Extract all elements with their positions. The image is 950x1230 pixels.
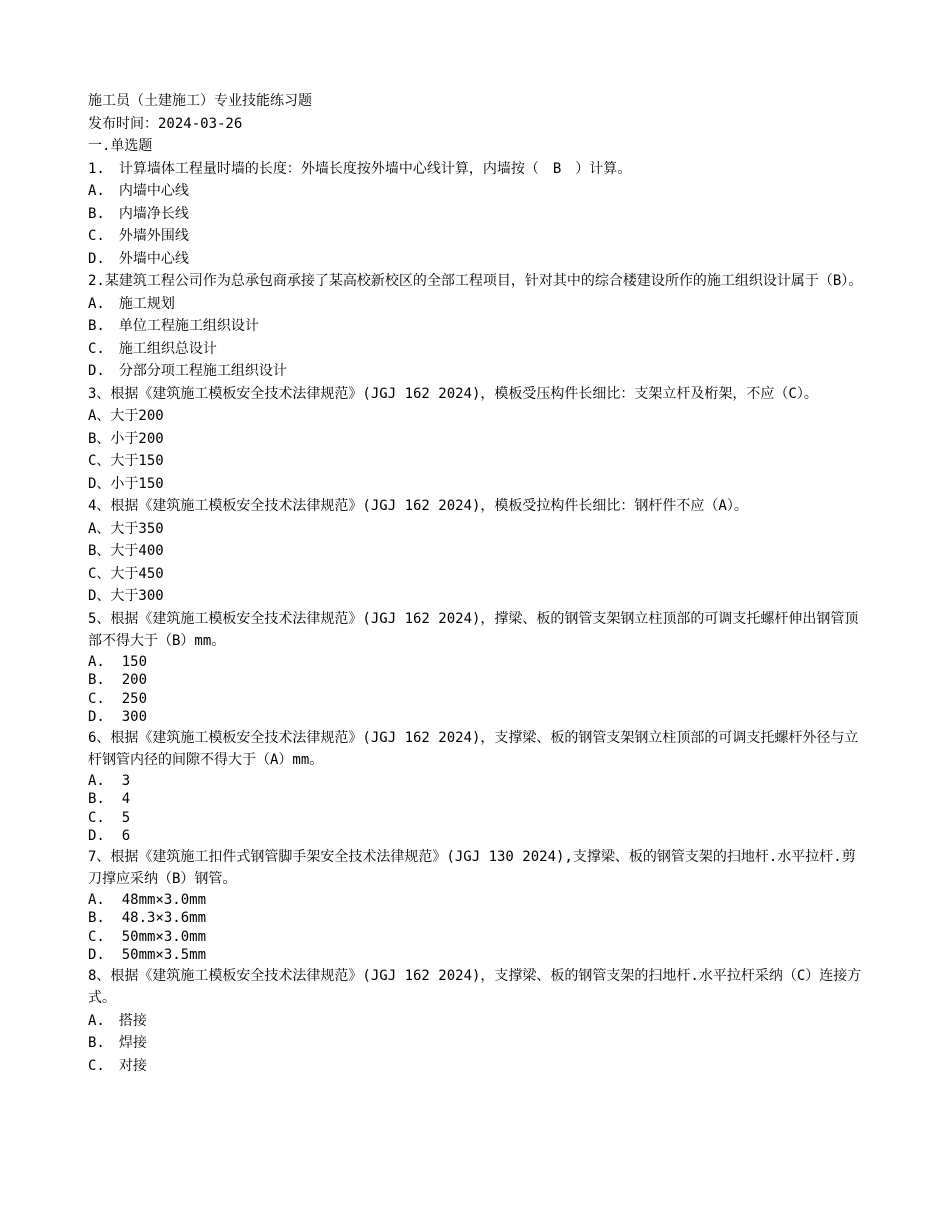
option-a: A. 48mm×3.0mm <box>88 891 207 908</box>
option-b: B、大于400 <box>88 543 164 559</box>
publish-date: 发布时间：2024-03-26 <box>88 115 243 132</box>
option-c: C. 5 <box>88 809 131 826</box>
question-stem: 4、根据《建筑施工模板安全技术法律规范》(JGJ 162 2024)，模板受拉构件长细比：钢杆件不应（A）。 <box>88 498 748 514</box>
question-stem: 1. 计算墙体工程量时墙的长度：外墙长度按外墙中心线计算，内墙按（ B ）计算。 <box>88 160 632 177</box>
option-c: C、大于150 <box>88 453 164 469</box>
option-a: A. 150 <box>88 653 148 670</box>
question-stem: 8、根据《建筑施工模板安全技术法律规范》(JGJ 162 2024)，支撑梁、板的钢管支架的扫地杆.水平拉杆采纳（C）连接方式。 <box>88 967 862 1006</box>
question-1 <box>88 158 863 271</box>
option-b: B. 48.3×3.6mm <box>88 910 207 926</box>
option-c: C. 对接 <box>88 1057 147 1074</box>
question-5 <box>88 608 863 727</box>
option-b: B. 单位工程施工组织设计 <box>88 318 259 334</box>
option-d: D. 分部分项工程施工组织设计 <box>88 363 287 379</box>
option-b: B. 200 <box>88 672 148 688</box>
option-c: C. 50mm×3.0mm <box>88 928 207 945</box>
document-title: 施工员（土建施工）专业技能练习题 <box>88 93 312 109</box>
option-c: C. 外墙外围线 <box>88 228 189 244</box>
question-stem: 2.某建筑工程公司作为总承包商承接了某高校新校区的全部工程项目，针对其中的综合楼建设所作的施工组织设计属于（B）。 <box>88 273 863 289</box>
document-page <box>88 90 863 1077</box>
option-d: D、大于300 <box>88 588 164 604</box>
option-b: B、小于200 <box>88 430 164 447</box>
option-a: A. 3 <box>88 772 131 789</box>
option-d: D. 6 <box>88 828 131 844</box>
option-a: A、大于200 <box>88 408 164 424</box>
question-4 <box>88 495 863 608</box>
option-a: A. 施工规划 <box>88 295 175 312</box>
question-stem: 5、根据《建筑施工模板安全技术法律规范》(JGJ 162 2024)，撑梁、板的钢管支架钢立柱顶部的可调支托螺杆伸出钢管顶部不得大于（B）mm。 <box>88 610 859 649</box>
question-3 <box>88 383 863 496</box>
option-b: B. 焊接 <box>88 1035 147 1051</box>
question-2 <box>88 270 863 383</box>
question-stem: 3、根据《建筑施工模板安全技术法律规范》(JGJ 162 2024)，模板受压构件长细比：支架立杆及桁架，不应（C）。 <box>88 385 818 402</box>
question-7 <box>88 846 863 965</box>
option-d: D. 外墙中心线 <box>88 250 189 267</box>
option-d: D. 50mm×3.5mm <box>88 947 207 963</box>
option-a: A. 内墙中心线 <box>88 183 189 199</box>
question-stem: 7、根据《建筑施工扣件式钢管脚手架安全技术法律规范》(JGJ 130 2024),支撑梁、板的钢管支架的扫地杆.水平拉杆.剪刀撑应采纳（B）钢管。 <box>88 848 856 887</box>
option-c: C. 施工组织总设计 <box>88 340 217 357</box>
question-6 <box>88 727 863 846</box>
option-d: D. 300 <box>88 709 148 725</box>
option-b: B. 内墙净长线 <box>88 205 189 222</box>
question-stem: 6、根据《建筑施工模板安全技术法律规范》(JGJ 162 2024)，支撑梁、板的钢管支架钢立柱顶部的可调支托螺杆外径与立杆钢管内径的间隙不得大于（A）mm。 <box>88 729 859 768</box>
option-c: C、大于450 <box>88 565 164 582</box>
option-b: B. 4 <box>88 791 131 807</box>
question-8 <box>88 965 863 1078</box>
option-a: A、大于350 <box>88 520 164 537</box>
section-heading: 一.单选题 <box>88 138 153 154</box>
option-c: C. 250 <box>88 690 148 707</box>
option-a: A. 搭接 <box>88 1012 147 1029</box>
option-d: D、小于150 <box>88 475 164 492</box>
